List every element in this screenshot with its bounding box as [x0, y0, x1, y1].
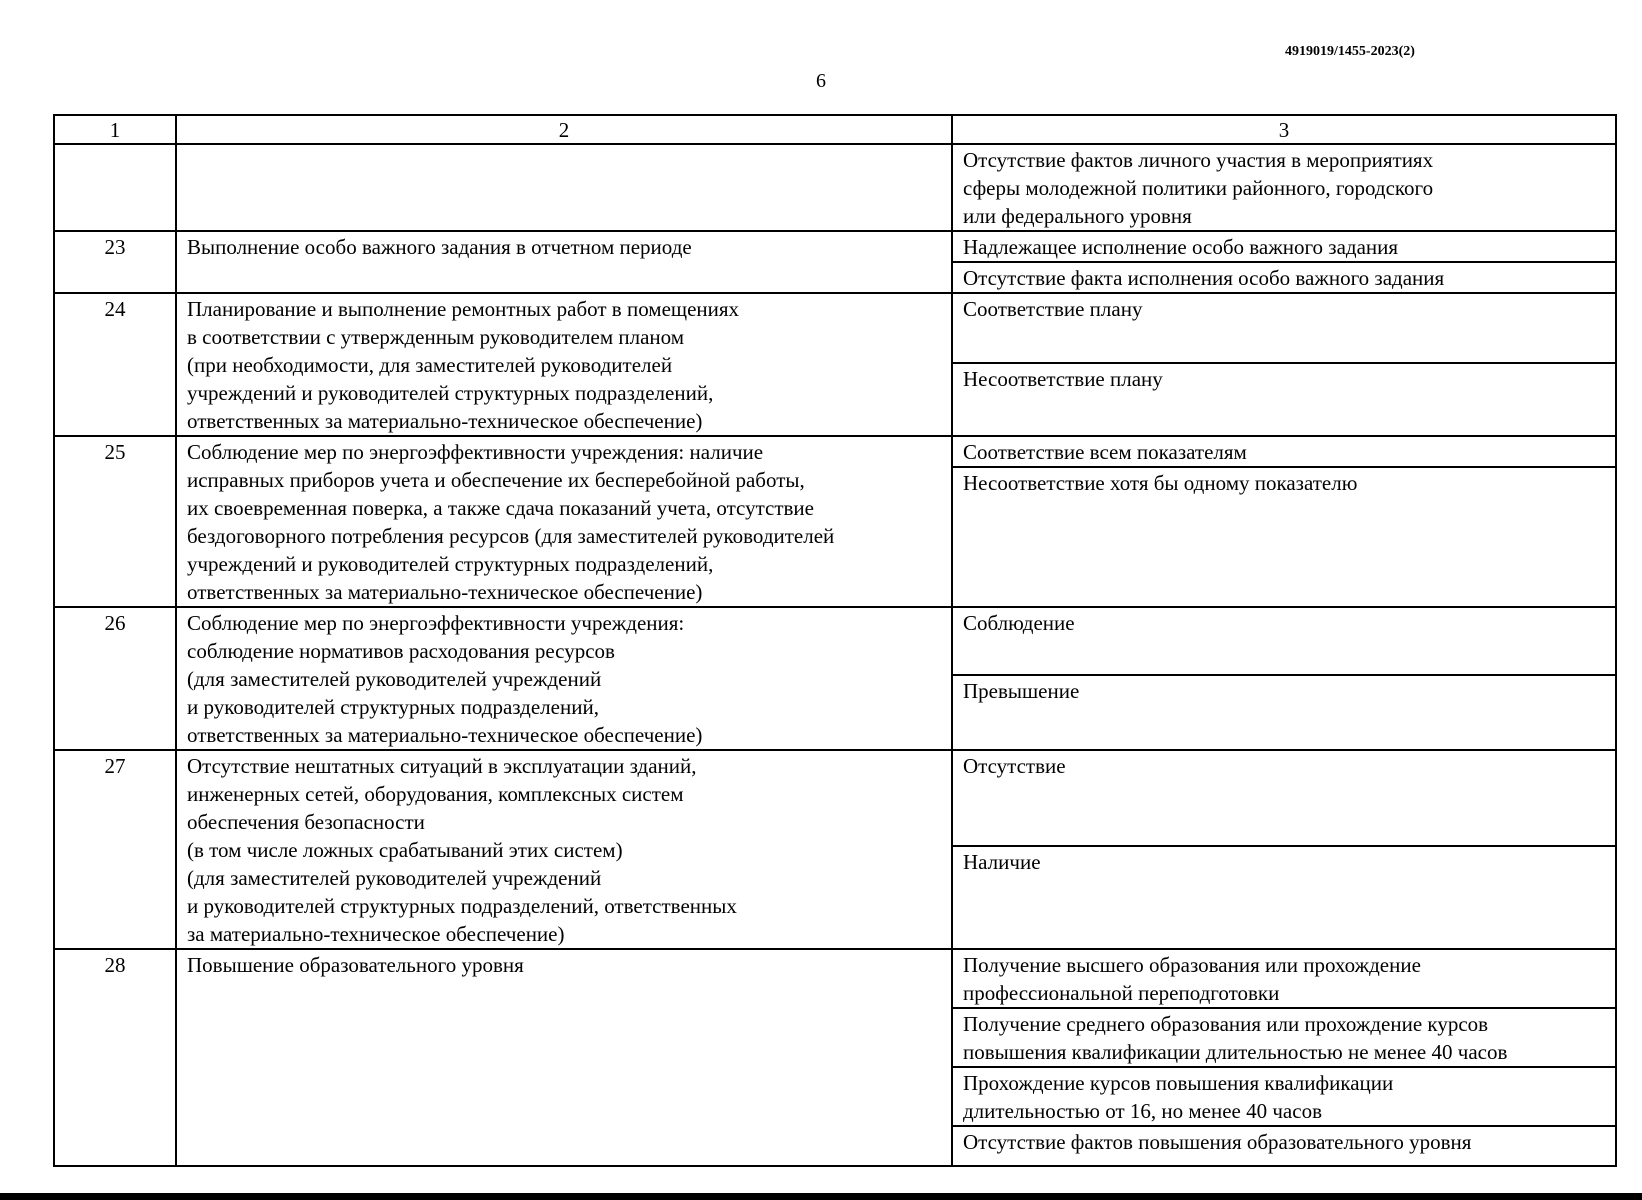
results-cell — [952, 949, 1616, 1166]
column-header-3: 3 — [952, 115, 1616, 144]
document-code: 4919019/1455-2023(2) — [1285, 44, 1415, 59]
result-item: Отсутствие факта исполнения особо важного задания — [963, 266, 1445, 290]
row-number — [54, 144, 176, 231]
table-body — [54, 144, 1616, 1166]
result-item: Несоответствие хотя бы одному показателю — [963, 471, 1358, 495]
result-item: Наличие — [963, 850, 1041, 874]
criterion-cell: Соблюдение мер по энергоэффективности учреждения: соблюдение нормативов расходования ресурсов (для заместителей руководителей учреждений и руководителей структурных подразделений, ответственных за материально-техническое обеспечение) — [176, 607, 952, 750]
result-item: Превышение — [963, 679, 1080, 703]
result-item: Отсутствие фактов личного участия в мероприятиях сферы молодежной политики районного, городского или федерального уровня — [963, 148, 1434, 228]
result-item: Отсутствие — [953, 751, 1615, 847]
column-header-1: 1 — [54, 115, 176, 144]
row-number: 28 — [54, 949, 176, 1166]
results-cell — [952, 293, 1616, 436]
row-number: 26 — [54, 607, 176, 750]
criterion-cell: Планирование и выполнение ремонтных работ в помещениях в соответствии с утвержденным руководителем планом (при необходимости, для заместителей руководителей учреждений и руководителей структурных подразделений, ответственных за материально-техническое обеспечение) — [176, 293, 952, 436]
criterion-cell: Выполнение особо важного задания в отчетном периоде — [176, 231, 952, 293]
results-cell — [952, 607, 1616, 750]
result-item: Соблюдение — [953, 608, 1615, 676]
table-row — [54, 436, 1616, 607]
criterion-cell: Соблюдение мер по энергоэффективности учреждения: наличие исправных приборов учета и обеспечение их бесперебойной работы, их своевременная поверка, а также сдача показаний учета, отсутствие бездоговорного потребления ресурсов (для заместителей руководителей учреждений и руководителей структурных подразделений, ответственных за материально-техническое обеспечение) — [176, 436, 952, 607]
results-cell — [952, 750, 1616, 949]
table-row — [54, 293, 1616, 436]
table-row — [54, 144, 1616, 231]
table-row — [54, 231, 1616, 293]
result-item: Соответствие всем показателям — [953, 437, 1615, 468]
result-item: Несоответствие плану — [963, 367, 1163, 391]
criteria-table — [53, 114, 1617, 1167]
table-row — [54, 949, 1616, 1166]
table-row — [54, 607, 1616, 750]
scan-edge-strip — [0, 1193, 1642, 1200]
result-item: Отсутствие фактов повышения образовательного уровня — [963, 1130, 1472, 1154]
row-number: 24 — [54, 293, 176, 436]
result-item: Получение среднего образования или прохождение курсов повышения квалификации длительностью не менее 40 часов — [953, 1009, 1615, 1068]
row-number: 23 — [54, 231, 176, 293]
results-cell — [952, 231, 1616, 293]
results-cell — [952, 436, 1616, 607]
result-item: Соответствие плану — [953, 294, 1615, 364]
result-item: Прохождение курсов повышения квалификации длительностью от 16, но менее 40 часов — [953, 1068, 1615, 1127]
result-item: Получение высшего образования или прохождение профессиональной переподготовки — [953, 950, 1615, 1009]
column-header-2: 2 — [176, 115, 952, 144]
row-number: 25 — [54, 436, 176, 607]
result-item: Надлежащее исполнение особо важного задания — [953, 232, 1615, 263]
results-cell — [952, 144, 1616, 231]
row-number: 27 — [54, 750, 176, 949]
criterion-cell — [176, 144, 952, 231]
criterion-cell: Отсутствие нештатных ситуаций в эксплуатации зданий, инженерных сетей, оборудования, комплексных систем обеспечения безопасности (в том числе ложных срабатываний этих систем) (для заместителей руководителей учреждений и руководителей структурных подразделений, ответственных за материально-техническое обеспечение) — [176, 750, 952, 949]
table-header-row — [54, 115, 1616, 144]
page-number: 6 — [816, 70, 826, 92]
table-row — [54, 750, 1616, 949]
criterion-cell: Повышение образовательного уровня — [176, 949, 952, 1166]
